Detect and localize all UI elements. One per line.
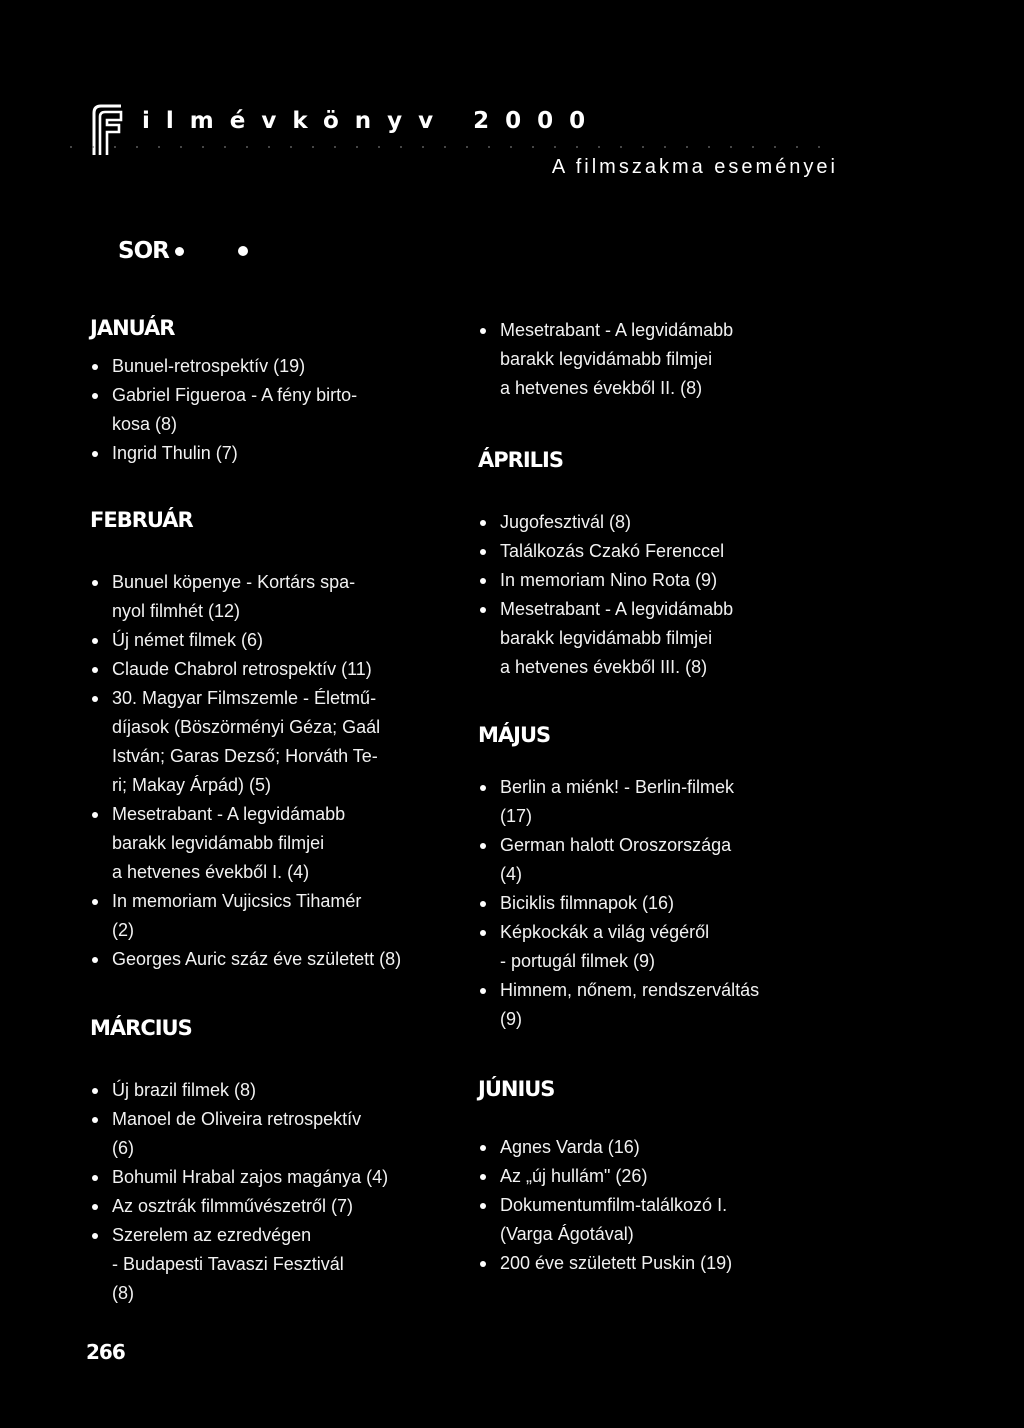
list-item: Claude Chabrol retrospektív (11) [90,655,462,684]
list-item: In memoriam Vujicsics Tihamér (2) [90,887,462,945]
list-item: Biciklis filmnapok (16) [478,889,818,918]
section-label-text: SOR [118,238,169,264]
list-item: Georges Auric száz éve született (8) [90,945,462,974]
list-item: Bunuel-retrospektív (19) [90,352,462,381]
list-item: Manoel de Oliveira retrospektív (6) [90,1105,462,1163]
list-item: Jugofesztivál (8) [478,508,818,537]
list-item: Mesetrabant - A legvidámabb barakk legvidámabb filmjei a hetvenes évekből I. (4) [90,800,462,887]
month-list-marcius [90,1076,462,1308]
list-item: Képkockák a világ végéről - portugál filmek (9) [478,918,818,976]
month-list-junius [478,1133,818,1278]
list-item: Himnem, nőnem, rendszerváltás (9) [478,976,818,1034]
section-dot-icon [175,247,184,256]
month-list-februar [90,568,462,974]
list-item: Ingrid Thulin (7) [90,439,462,468]
month-list-januar [90,352,462,468]
list-item: In memoriam Nino Rota (9) [478,566,818,595]
list-item: Bunuel köpenye - Kortárs spa- nyol filmhét (12) [90,568,462,626]
list-item: Agnes Varda (16) [478,1133,818,1162]
section-dot-icon [238,246,248,256]
list-item: Dokumentumfilm-találkozó I. (Varga Ágotával) [478,1191,818,1249]
section-label [118,238,184,264]
header-dotted-rule [60,146,840,148]
month-heading-januar: JANUÁR [90,316,175,340]
month-list-continued [478,316,818,403]
yearbook-title: ilmévkönyv 2000 [142,108,602,134]
list-item: Találkozás Czakó Ferenccel [478,537,818,566]
list-item: Berlin a miénk! - Berlin-filmek (17) [478,773,818,831]
month-heading-aprilis: ÁPRILIS [478,448,563,472]
yearbook-subtitle: A filmszakma eseményei [551,156,838,178]
list-item: Mesetrabant - A legvidámabb barakk legvidámabb filmjei a hetvenes évekből III. (8) [478,595,818,682]
list-item: Az osztrák filmművészetről (7) [90,1192,462,1221]
right-column [478,300,818,1278]
month-list-majus [478,773,818,1034]
list-item: 30. Magyar Filmszemle - Életmű- díjasok (Böszörményi Géza; Gaál István; Garas Dezső; Horváth Te- ri; Makay Árpád) (5) [90,684,462,800]
page-header [0,0,1024,200]
left-column [90,300,462,1308]
list-item: 200 éve született Puskin (19) [478,1249,818,1278]
list-item: Gabriel Figueroa - A fény birto- kosa (8) [90,381,462,439]
list-item: Új brazil filmek (8) [90,1076,462,1105]
month-heading-majus: MÁJUS [478,723,551,747]
month-list-aprilis [478,508,818,682]
list-item: Mesetrabant - A legvidámabb barakk legvidámabb filmjei a hetvenes évekből II. (8) [478,316,818,403]
month-heading-marcius: MÁRCIUS [90,1016,192,1040]
list-item: German halott Oroszországa (4) [478,831,818,889]
month-heading-februar: FEBRUÁR [90,508,193,532]
filmevkonyv-logo-icon [88,103,124,157]
list-item: Új német filmek (6) [90,626,462,655]
list-item: Az „új hullám" (26) [478,1162,818,1191]
month-heading-junius: JÚNIUS [478,1077,555,1101]
list-item: Bohumil Hrabal zajos magánya (4) [90,1163,462,1192]
page-number: 266 [86,1340,125,1364]
list-item: Szerelem az ezredvégen - Budapesti Tavaszi Fesztivál (8) [90,1221,462,1308]
